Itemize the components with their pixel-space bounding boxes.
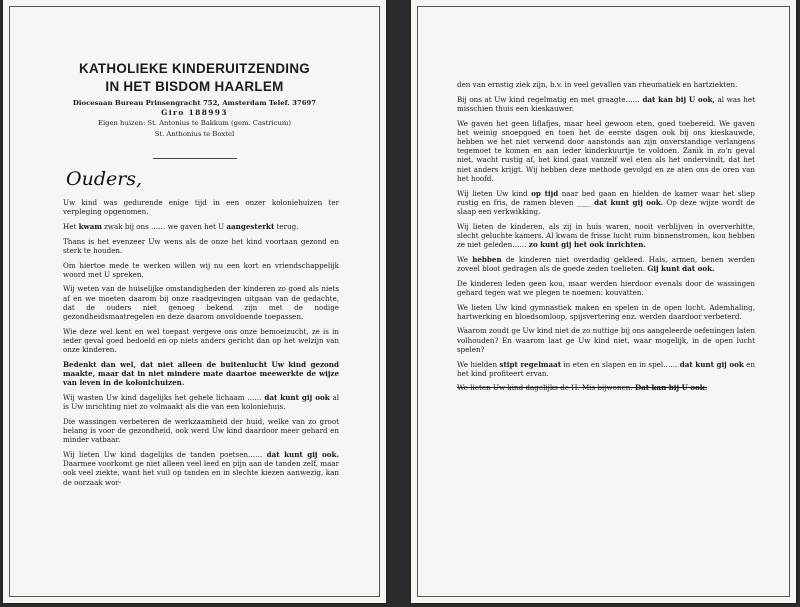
paragraph: Die wassingen verbeteren de werkzaamheid der huid, welke van zo groot belang is voor de gezondheid, ook werd Uw kind daardoor meer gehard en minder vatbaar.: [63, 416, 339, 445]
title-line-2: IN HET BISDOM HAARLEM: [105, 79, 284, 94]
paragraph: Thans is het evenzeer Uw wens als de onze het kind voortaan gezond en sterk te houden.: [63, 236, 339, 255]
paragraph: Wie deze wel kent en wel toepast vergeve ons onze bemoeizucht, ze is in ieder geval goed bedoeld en op niets anders gericht dan op het welzijn van onze kinderen.: [63, 326, 339, 355]
paragraph: We gaven het geen liflafjes, maar heel gewoon eten, goed toebereid. We gaven het weinig snoepgoed en toen het de eerste dagen ook bij ons kieskauwde, hebben we het niet verwend door aanstonds aan zijn onverstandige verlangens tegemoet te komen en aan ieder kinderkuurtje te voldoen. Zanik in zo'n geval niet, wacht rustig af, het kind gaat vanzelf wel eten als het ondervindt, dat het niet anders krijgt. Wij hebben deze methode gevolgd en ze aten ons de oren van het hoofd.: [457, 118, 755, 183]
right-page: [411, 0, 796, 603]
paragraph: Waarom zoudt ge Uw kind niet de zo nuttige bij ons aangeleerde oefeningen laten volhouden? En waarom laat ge Uw kind niet, waar mogelijk, in de open lucht spelen?: [457, 326, 755, 354]
letterhead-title: [3, 60, 386, 96]
title-line-1: KATHOLIEKE KINDERUITZENDING: [78, 61, 311, 76]
paragraph: Om hiertoe mede te werken willen wij nu een kort en vriendschappelijk woord met U spreken.: [63, 260, 339, 279]
paragraph: Wij wasten Uw kind dagelijks het gehele lichaam …… dat kunt gij ook al is Uw inrichting niet zo volmaakt als die van een koloniehuis.: [63, 392, 339, 412]
left-body: [63, 198, 339, 603]
paragraph-struck: We lieten Uw kind dagelijks de H. Mis bijwonen. Dat kan bij U ook.: [457, 383, 708, 393]
paragraph: den van ernstig ziek zijn, b.v. in veel gevallen van rheumatiek en hartziekten.: [457, 80, 738, 89]
paragraph: Wij lieten Uw kind op tijd naar bed gaan en hielden de kamer waar het sliep rustig en fris, de ramen bleven ____ dat kunt gij ook. Op deze wijze wordt de slaap een verkwikking.: [457, 188, 755, 216]
letterhead-details: [3, 98, 386, 139]
paragraph: We hielden stipt regelmaat in eten en slapen en in spel…… dat kunt gij ook en het kind profiteert ervan.: [457, 359, 755, 378]
houses-line-1: Eigen huizen: St. Antonius te Bakkum (gem. Castricum): [98, 119, 291, 128]
paragraph: De kinderen leden geen kou, maar werden hierdoor evenals door de wassingen gehard tegen wat we plegen te noemen: kouvatten.: [457, 278, 755, 297]
houses-line-2: St. Anthonius te Boxtel: [154, 129, 235, 138]
paragraph: We hebben de kinderen niet overdadig gekleed. Hals, armen, benen werden zoveel bloot gedragen als de goede zeden toelieten. Gij kunt dat ook.: [457, 254, 755, 273]
paragraph: Wij lieten de kinderen, als zij in huis waren, nooit verblijven in oververhitte, slecht geluchte kamers. Al kwam de frisse lucht ruim binnenstromen, kou hebben ze niet geleden…… zo kunt gij het ook inrichten.: [457, 221, 755, 250]
paragraph: Wij lieten Uw kind dagelijks de tanden poetsen…… dat kunt gij ook. Daarmee voorkomt ge niet alleen veel leed en pijn aan de tanden zelf, maar ook veel ziekte, want het vuil op tanden en in slechte kiezen aanwezig, kan de oorzaak wor-: [63, 449, 339, 487]
paragraph: Het kwam zwak bij ons …… we gaven het U aangesterkt terug.: [63, 221, 299, 231]
paragraph-emphasis: Bedenkt dan wel, dat niet alleen de buitenlucht Uw kind gezond maakte, maar dat in niet mindere mate daartoe meewerkte de wijze van leven in de kolonichuizen.: [63, 359, 339, 388]
bureau-address: Diocesaan Bureau Prinsengracht 752, Amsterdam Telef. 37697: [72, 99, 317, 107]
giro-number: Giro 188993: [161, 108, 228, 118]
left-page: [3, 0, 386, 603]
paragraph: Wij weten van de huiselijke omstandigheden der kinderen zo goed als niets af en we moeten daarom bij onze raadgevingen uitgaan van de gedachte, dat de ouders niet genoeg bekend zijn met de nodige gezondheidsmaatregelen en deze daarom onvoldoende toepassen.: [63, 284, 339, 322]
paragraph: Bij ons at Uw kind regelmatig en met graagte…… dat kan bij U ook, al was het misschien thuis een kieskauwer.: [457, 94, 755, 113]
right-body: [457, 80, 755, 603]
paragraph: Uw kind was gedurende enige tijd in een onzer koloniehuizen ter verpleging opgenomen.: [63, 198, 339, 217]
paragraph: We lieten Uw kind gymnastiek maken en spelen in de open lucht. Ademhaling, hartwerking en bloedsomloop, spijsvertering enz. werden daardoor verbeterd.: [457, 302, 755, 321]
greeting: Ouders,: [66, 168, 143, 190]
divider: [153, 158, 237, 159]
